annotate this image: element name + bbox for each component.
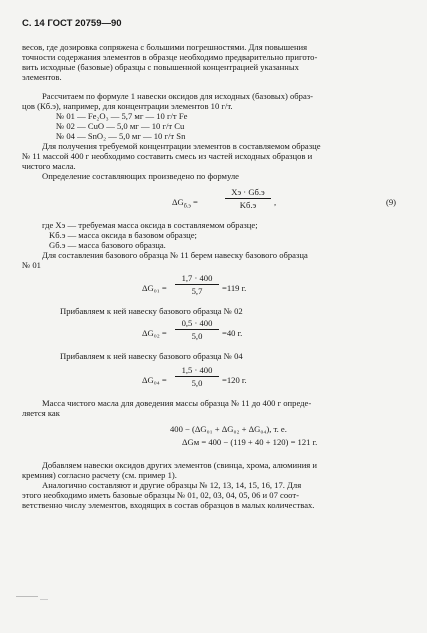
formula-lhs: ΔG₀₁ = — [142, 283, 167, 293]
scan-speck — [40, 599, 48, 600]
text-line: Для получения требуемой концентрации элементов в составляемом образце — [42, 141, 321, 151]
text-line: чистого масла. — [22, 161, 76, 171]
formula-denominator: 5,0 — [191, 331, 203, 341]
formula-fraction — [175, 273, 219, 296]
formula-result: =40 г. — [222, 328, 243, 338]
text-line: Прибавляем к ней навеску базового образца № 04 — [60, 351, 243, 361]
formula-lhs: ΔG₀₂ = — [142, 328, 167, 338]
text-line: весов, где дозировка сопряжена с большими погрешностями. Для повышения — [22, 42, 308, 52]
formula-numerator: 0,5 · 400 — [175, 318, 219, 330]
text-line: Kб.э — масса оксида в базовом образце; — [49, 230, 197, 240]
formula-fraction — [175, 365, 219, 388]
text-line: цов (Кб.э), например, для концентрации элементов 10 г/т. — [22, 101, 233, 111]
scan-speck — [16, 596, 38, 597]
formula-number: (9) — [386, 197, 397, 207]
formula-lhs: ΔG₀₄ = — [142, 375, 167, 385]
text-line: Gб.э — масса базового образца. — [49, 240, 166, 250]
text-line: ляется как — [22, 408, 60, 418]
formula-numerator: 1,5 · 400 — [175, 365, 219, 377]
formula-denominator: 5,7 — [191, 286, 203, 296]
text-line: № 11 массой 400 г необходимо составить смесь из частей исходных образцов и — [22, 151, 313, 161]
formula-line: 400 − (ΔG₀₁ + ΔG₀₂ + ΔG₀₄), т. е. — [170, 424, 287, 434]
text-line: Масса чистого масла для доведения массы образца № 11 до 400 г опреде- — [42, 398, 312, 408]
formula-fraction — [175, 318, 219, 341]
formula-result: =120 г. — [222, 375, 247, 385]
text-line: Для составления базового образца № 11 берем навеску базового образца — [42, 250, 308, 260]
formula-line: ΔGм = 400 − (119 + 40 + 120) = 121 г. — [182, 437, 318, 447]
text-line: № 01 — [22, 260, 41, 270]
text-line: этого необходимо иметь базовые образцы № 01, 02, 03, 04, 05, 06 и 07 соот- — [22, 490, 299, 500]
formula-denominator: 5,0 — [191, 378, 203, 388]
formula-numerator: Xэ · Gб.э — [225, 187, 271, 199]
text-line: где Xэ — требуемая масса оксида в составляемом образце; — [42, 220, 258, 230]
text-line: Добавляем навески оксидов других элементов (свинца, хрома, алюминия и — [42, 460, 317, 470]
text-line: Определение составляющих произведено по формуле — [42, 171, 239, 181]
formula-result: =119 г. — [222, 283, 247, 293]
text-line: Прибавляем к ней навеску базового образца № 02 — [60, 306, 243, 316]
text-line: элементов. — [22, 72, 62, 82]
oxide-list-item: № 01 — Fe₂O₃ — 5,7 мг — 10 г/т Fe — [56, 111, 188, 121]
oxide-list-item: № 02 — CuO — 5,0 мг — 10 г/т Cu — [56, 121, 185, 131]
document-page: С. 14 ГОСТ 20759—90 весов, где дозировка сопряжена с большими погрешностями. Для повышения точности содержания элементов в образце необходимо предварительно пригото- вить исходные (базовые) образцы с повышенной концентрацией указанных элементов. Рассчитаем по формуле 1 навески оксидов для исходных (базовых) образ- цов (Кб.э), например, для концентрации элементов 10 г/т. № 01 — Fe₂O₃ — 5,7 мг — 10 г/т Fe № 02 — CuO — 5,0 мг — 10 г/т Cu № 04 — SnO₂ — 5,0 мг — 10 г/т Sn Для получения требуемой концентрации элементов в составляемом образце № 11 массой 400 г необходимо составить смесь из частей исходных образцов и чистого масла. Определение составляющих произведено по формуле $\Delta G_{б.э}$ = Xэ · Gб.э Kб.э , (9) где Xэ — требуемая масса оксида в составляемом образце; Kб.э — масса оксида в базовом образце; Gб.э — масса базового образца. Для составления базового образца № 11 берем навеску базового образца № 01 ΔG₀₁ = $\frac{1,7 \cdot 400}{5,7}$ =119 г. Прибавляем к ней навеску базового образца № 02 ΔG₀₂ = $\frac{0,5 \cdot 400}{5,0}$ =40 г. Прибавляем к ней навеску базового образца № 04 ΔG₀₄ = $\frac{1,5 \cdot 400}{5,0}$ =120 г. Масса чистого масла для доведения массы образца № 11 до 400 г опреде- ляется как 400 − (ΔG₀₁ + ΔG₀₂ + ΔG₀₄), т. е. ΔGм = 400 − (119 + 40 + 120) = 121 г. Добавляем навески оксидов других элементов (свинца, хрома, алюминия и кремния) согласно расчету (см. пример 1). Аналогично составляют и другие образцы № 12, 13, 14, 15, 16, 17. Для этого необходимо иметь базовые образцы № 01, 02, 03, 04, 05, 06 и 07 соот- ветственно числу элементов, входящих в состав образцов в малых количествах. — [0, 0, 427, 633]
oxide-list-item: № 04 — SnO₂ — 5,0 мг — 10 г/т Sn — [56, 131, 186, 141]
formula-numerator: 1,7 · 400 — [175, 273, 219, 285]
page-header: С. 14 ГОСТ 20759—90 — [22, 18, 122, 29]
formula-fraction — [225, 187, 271, 210]
formula-lhs: $\Delta G_{б.э}$ = — [172, 197, 198, 210]
text-line: Рассчитаем по формуле 1 навески оксидов для исходных (базовых) образ- — [42, 91, 314, 101]
formula-denominator: Kб.э — [239, 200, 257, 210]
text-line: ветственно числу элементов, входящих в состав образцов в малых количествах. — [22, 500, 315, 510]
text-line: Аналогично составляют и другие образцы № 12, 13, 14, 15, 16, 17. Для — [42, 480, 302, 490]
text-line: вить исходные (базовые) образцы с повышенной концентрацией указанных — [22, 62, 299, 72]
text-line: точности содержания элементов в образце необходимо предварительно пригото- — [22, 52, 318, 62]
text-line: кремния) согласно расчету (см. пример 1). — [22, 470, 177, 480]
